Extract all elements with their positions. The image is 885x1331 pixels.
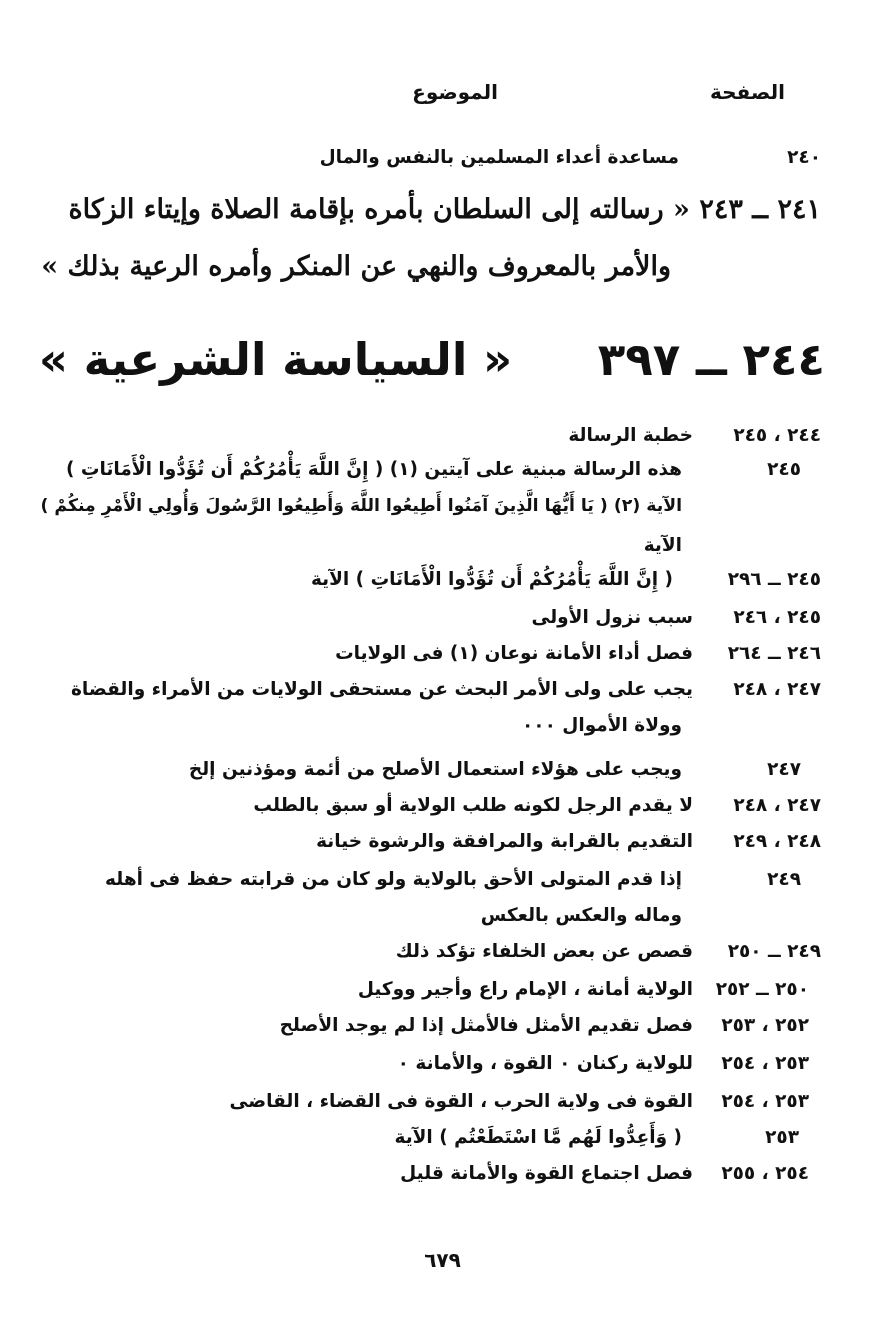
index-entry xyxy=(61,1162,821,1190)
entry-page-ref: ٢٤٧ ، ٢٤٨ xyxy=(733,679,821,700)
index-entry xyxy=(61,424,821,452)
entry-page-ref: ٢٤٩ xyxy=(767,869,801,890)
entry-topic: وماله والعكس بالعكس xyxy=(480,905,682,926)
entry-topic: الولاية أمانة ، الإمام راع وأجير ووكيل xyxy=(357,979,693,1000)
entry-page-ref: ٢٤٧ ، ٢٤٨ xyxy=(733,795,821,816)
entry-topic: ( وَأَعِدُّوا لَهُم مَّا اسْتَطَعْتُم ) الآية xyxy=(394,1127,682,1148)
index-entry-continuation xyxy=(61,534,821,562)
entry-topic: ( إِنَّ اللَّهَ يَأْمُرُكُمْ أَن تُؤَدُّوا الْأَمَانَاتِ ) الآية xyxy=(310,569,673,590)
page-number-text: ٦٧٩ xyxy=(424,1248,461,1272)
page-number xyxy=(0,1248,885,1272)
index-entry-continuation xyxy=(40,494,821,522)
index-entry-continuation xyxy=(61,904,821,932)
topic-column-header: الموضوع xyxy=(412,80,498,104)
entry-topic: لا يقدم الرجل لكونه طلب الولاية أو سبق بالطلب xyxy=(253,795,693,816)
entry-page-ref: ٢٥٤ ، ٢٥٥ xyxy=(721,1163,809,1184)
entry-page-ref: ٢٥٣ xyxy=(765,1127,799,1148)
index-entry xyxy=(61,146,821,174)
entry-page-ref: ٢٤٩ ــ ٢٥٠ xyxy=(727,941,821,962)
entry-page-ref: ٢٥٣ ، ٢٥٤ xyxy=(721,1091,809,1112)
entry-page-ref: ٢٥٣ ، ٢٥٤ xyxy=(721,1053,809,1074)
index-entry xyxy=(61,1052,821,1080)
index-entry xyxy=(61,940,821,968)
entry-topic: الآية xyxy=(643,535,682,556)
index-entry xyxy=(61,1126,821,1154)
index-entry xyxy=(61,642,821,670)
index-entry xyxy=(61,606,821,634)
entry-topic: وولاة الأموال ٠٠٠ xyxy=(521,715,682,736)
entry-topic: للولاية ركنان ٠ القوة ، والأمانة ٠ xyxy=(397,1053,693,1074)
entry-topic: مساعدة أعداء المسلمين بالنفس والمال xyxy=(319,147,679,168)
entry-topic: فصل تقديم الأمثل فالأمثل إذا لم يوجد الأصلح xyxy=(279,1015,693,1036)
entry-page-ref: ٢٥٠ ــ ٢٥٢ xyxy=(715,979,809,1000)
index-entry xyxy=(61,568,821,596)
entry-topic: يجب على ولى الأمر البحث عن مستحقى الولايات من الأمراء والقضاة xyxy=(71,679,693,700)
letter-entry-line-2: والأمر بالمعروف والنهي عن المنكر وأمره الرعية بذلك » xyxy=(41,251,671,282)
index-entry-continuation xyxy=(61,714,821,742)
entry-page-ref: ٢٤٧ xyxy=(767,759,801,780)
index-entry xyxy=(61,794,821,822)
entry-page-ref: ٢٤٥ ، ٢٤٦ xyxy=(733,607,821,628)
page-column-header: الصفحة xyxy=(709,80,785,104)
entry-page-ref: ٢٤٨ ، ٢٤٩ xyxy=(733,831,821,852)
index-entry xyxy=(61,830,821,858)
section-page-range: ٢٤٤ ــ ٣٩٧ xyxy=(597,333,825,386)
entry-page-ref: ٢٤٦ ــ ٢٦٤ xyxy=(727,643,821,664)
entry-topic: القوة فى ولاية الحرب ، القوة فى القضاء ، القاضى xyxy=(229,1091,693,1112)
index-entry xyxy=(61,978,821,1006)
entry-topic: هذه الرسالة مبنية على آيتين (١) ( إِنَّ اللَّهَ يَأْمُرُكُمْ أَن تُؤَدُّوا الْأَمَانَاتِ ) xyxy=(66,459,682,480)
section-heading xyxy=(39,330,825,390)
section-title: « السياسة الشرعية » xyxy=(38,333,513,386)
entry-topic: فصل أداء الأمانة نوعان (١) فى الولايات xyxy=(335,643,693,664)
letter-entry-line-1: ٢٤١ ــ ٢٤٣ « رسالته إلى السلطان بأمره بإقامة الصلاة وإيتاء الزكاة xyxy=(68,194,821,225)
entry-topic: سبب نزول الأولى xyxy=(531,607,693,628)
entry-page-ref: ٢٤٥ ــ ٢٩٦ xyxy=(727,569,821,590)
index-entry xyxy=(61,868,821,896)
index-entry xyxy=(61,758,821,786)
entry-topic: قصص عن بعض الخلفاء تؤكد ذلك xyxy=(395,941,693,962)
entry-topic: إذا قدم المتولى الأحق بالولاية ولو كان من قرابته حفظ فى أهله xyxy=(105,869,682,890)
entry-topic: خطبة الرسالة xyxy=(568,425,693,446)
index-entry xyxy=(61,678,821,706)
entry-page-ref: ٢٤٤ ، ٢٤٥ xyxy=(733,425,821,446)
index-entry xyxy=(61,1014,821,1042)
entry-page-ref: ٢٥٢ ، ٢٥٣ xyxy=(721,1015,809,1036)
index-entry xyxy=(61,1090,821,1118)
entry-topic: التقديم بالقرابة والمرافقة والرشوة خيانة xyxy=(316,831,693,852)
entry-page-ref: ٢٤٥ xyxy=(767,459,801,480)
entry-topic: الآية (٢) ( يَا أَيُّهَا الَّذِينَ آمَنُوا أَطِيعُوا اللَّهَ وَأَطِيعُوا الرَّسُولَ وَأُولِي الْأَمْرِ مِنكُمْ ) xyxy=(40,496,682,516)
entry-topic: ويجب على هؤلاء استعمال الأصلح من أئمة ومؤذنين إلخ xyxy=(188,759,682,780)
entry-page-ref: ٢٤٠ xyxy=(787,147,821,168)
index-entry xyxy=(61,458,821,486)
entry-topic: فصل اجتماع القوة والأمانة قليل xyxy=(400,1163,693,1184)
